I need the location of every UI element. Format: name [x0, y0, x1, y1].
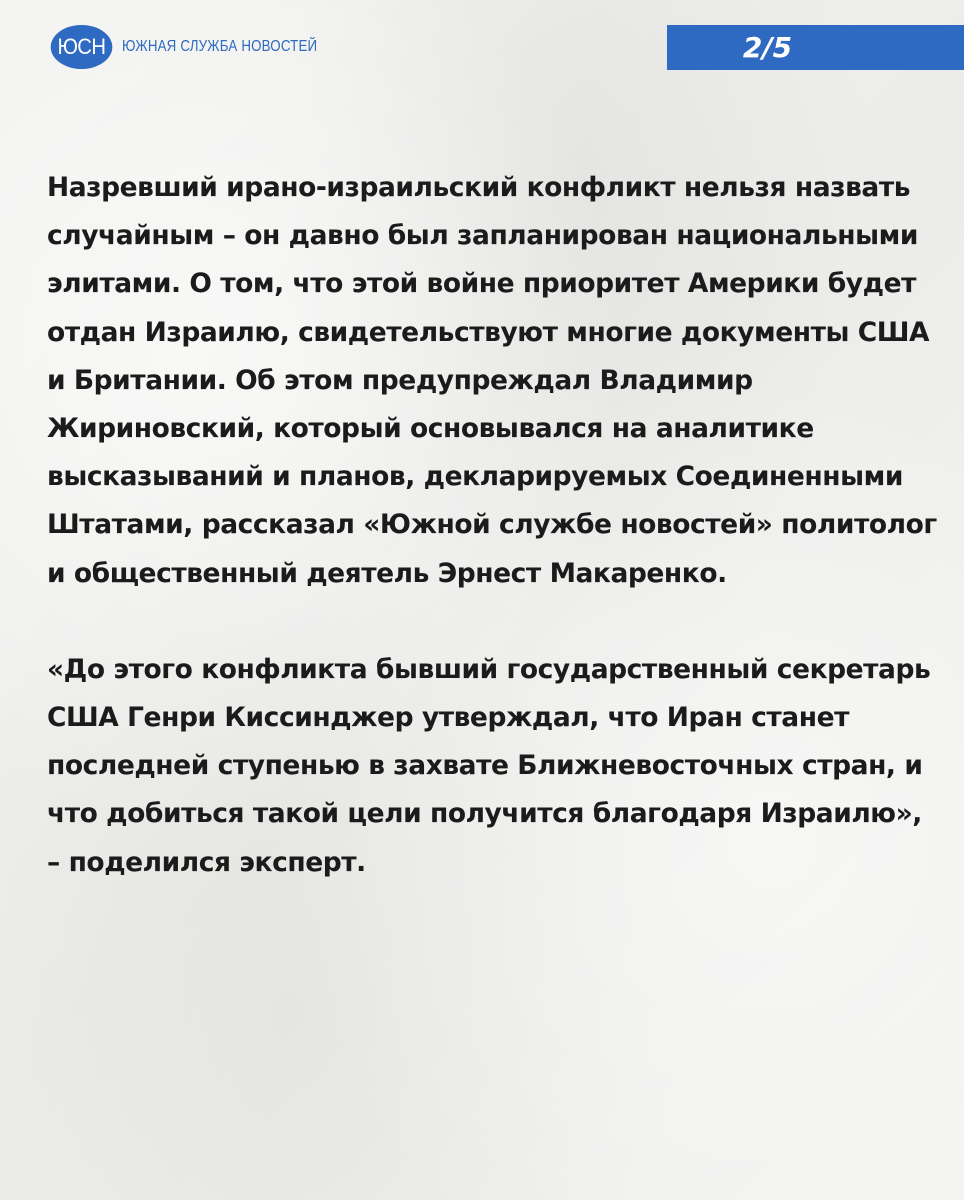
page-counter: 2/5: [667, 25, 964, 70]
article-paragraph-1: [47, 164, 937, 598]
logo-name: ЮЖНАЯ СЛУЖБА НОВОСТЕЙ: [122, 38, 318, 55]
text-line: отдан Израилю, свидетельствуют многие документы США: [47, 316, 930, 348]
site-logo[interactable]: [48, 25, 349, 69]
text-line: США Генри Киссинджер утверждал, что Иран станет: [47, 702, 850, 734]
text-line: – поделился эксперт.: [47, 846, 366, 878]
text-line: Назревший ирано-израильский конфликт нельзя назвать: [47, 172, 911, 203]
text-line: высказываний и планов, декларируемых Соединенными: [47, 461, 903, 493]
text-line: что добиться такой цели получится благодаря Израилю»,: [47, 798, 922, 830]
article-body: [47, 164, 937, 887]
text-line: и Британии. Об этом предупреждал Владимир: [47, 364, 753, 396]
text-line: Штатами, рассказал «Южной службе новостей» политолог: [47, 509, 937, 541]
text-line: последней ступенью в захвате Ближневосточных стран, и: [47, 750, 923, 782]
text-line: элитами. О том, что этой войне приоритет Америки будет: [47, 268, 917, 300]
article-paragraph-2: [47, 646, 931, 887]
logo-badge: ЮСН: [51, 25, 113, 69]
text-line: Жириновский, который основывался на аналитике: [47, 413, 814, 445]
text-line: и общественный деятель Эрнест Макаренко.: [47, 557, 727, 589]
text-line: случайным – он давно был запланирован национальными: [47, 220, 918, 252]
text-line: «До этого конфликта бывший государственный секретарь: [47, 653, 931, 685]
